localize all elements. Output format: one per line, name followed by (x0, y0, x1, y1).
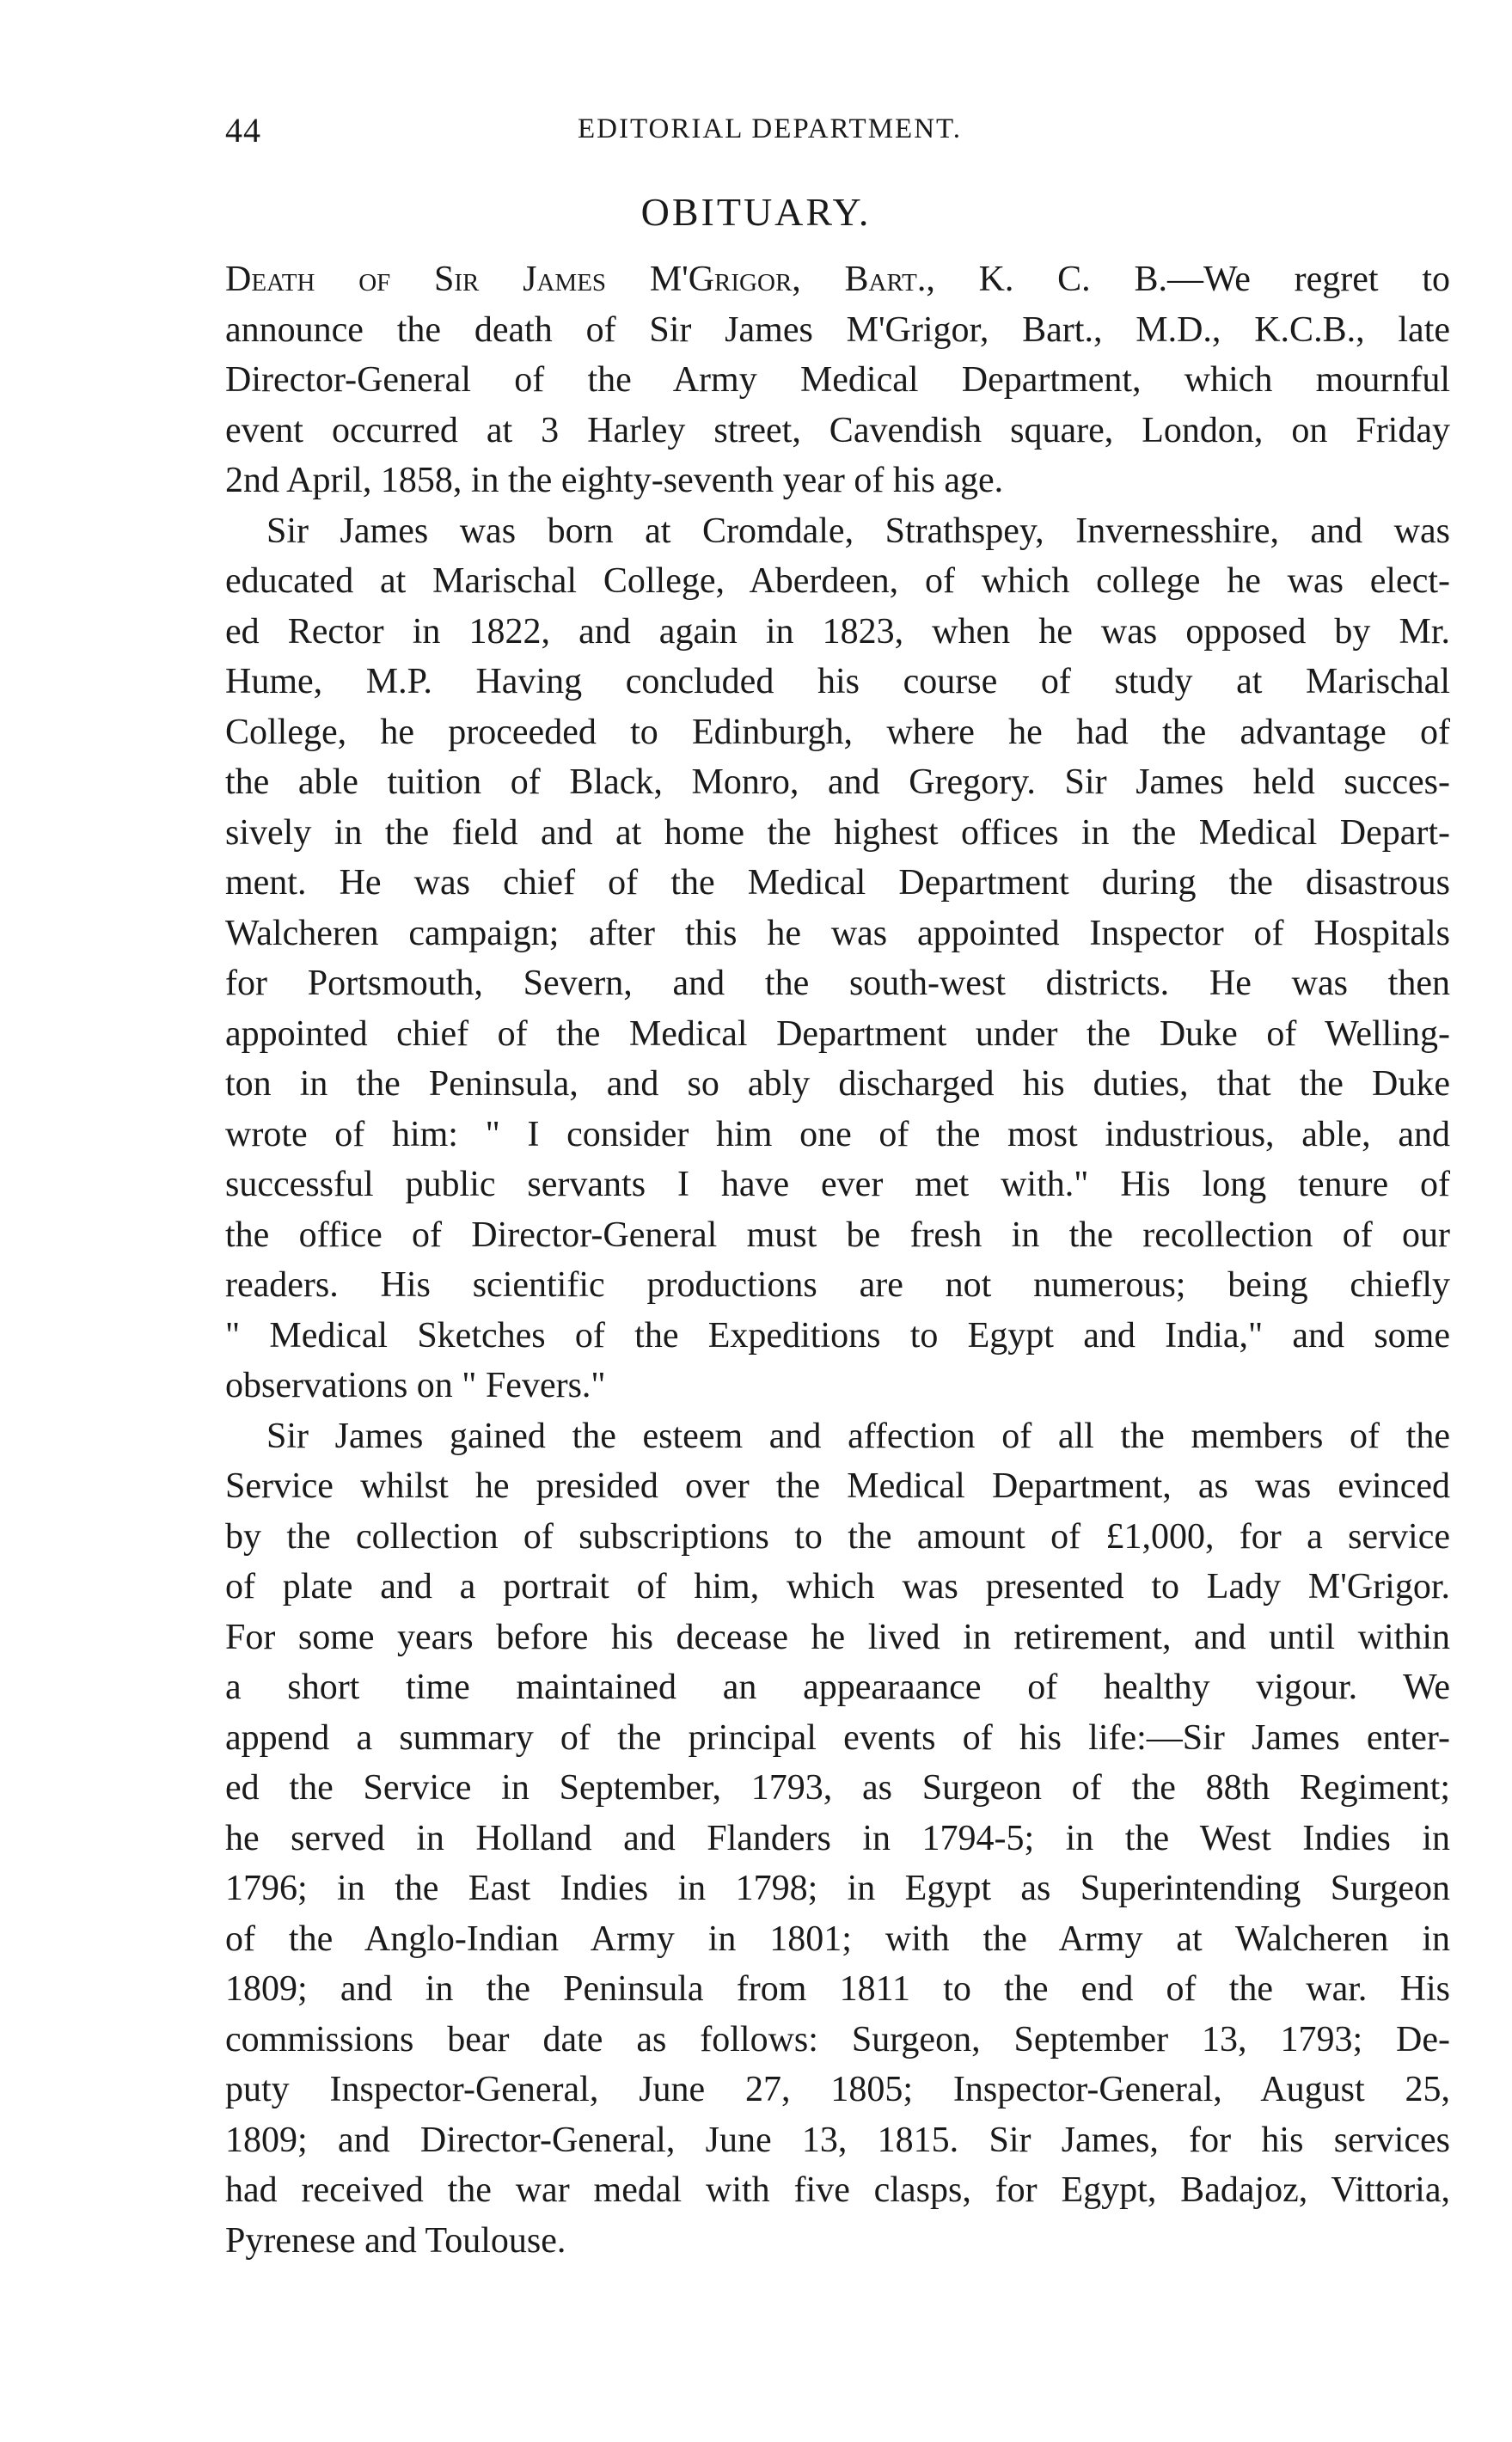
paragraph-1-line: announce the death of Sir James M'Grigor, Bart., M.D., K.C.B., late (225, 309, 1450, 350)
article-body (225, 254, 1450, 2266)
paragraph-3-line: ed the Service in September, 1793, as Surgeon of the 88th Regiment; (225, 1768, 1450, 1808)
page-number: 44 (225, 111, 261, 150)
paragraph-2-line: Sir James was born at Cromdale, Strathspey, Invernesshire, and was (266, 511, 1450, 551)
paragraph-2-line: for Portsmouth, Severn, and the south-west districts. He was then (225, 964, 1450, 1003)
paragraph-3-line: had received the war medal with five clasps, for Egypt, Badajoz, Vittoria, (225, 2170, 1450, 2210)
paragraph-2-line: educated at Marischal College, Aberdeen, of which college he was elect- (225, 561, 1450, 601)
paragraph-3-line: Pyrenese and Toulouse. (225, 2220, 566, 2261)
paragraph-2-line: wrote of him: " I consider him one of the most industrious, able, and (225, 1114, 1450, 1154)
paragraph-2-line: ed Rector in 1822, and again in 1823, when he was opposed by Mr. (225, 611, 1450, 652)
paragraph-3-line: commissions bear date as follows: Surgeon, September 13, 1793; De- (225, 2019, 1450, 2059)
paragraph-3-line: he served in Holland and Flanders in 1794-5; in the West Indies in (225, 1818, 1450, 1858)
paragraph-2-line: readers. His scientific productions are not numerous; being chiefly (225, 1265, 1450, 1305)
paragraph-3-line: a short time maintained an appearaance of healthy vigour. We (225, 1668, 1450, 1707)
paragraph-2-line: " Medical Sketches of the Expeditions to Egypt and India," and some (225, 1315, 1450, 1356)
paragraph-3-line: Service whilst he presided over the Medical Department, as was evinced (225, 1466, 1450, 1506)
paragraph-2-line: the office of Director-General must be fresh in the recollection of our (225, 1215, 1450, 1255)
lead-line (225, 254, 1450, 305)
paragraph-3-line: For some years before his decease he lived in retirement, and until within (225, 1617, 1450, 1657)
paragraph-2-line: ment. He was chief of the Medical Department during the disastrous (225, 863, 1450, 903)
paragraph-3-line: by the collection of subscriptions to the amount of £1,000, for a service (225, 1516, 1450, 1557)
running-title: EDITORIAL DEPARTMENT. (578, 113, 963, 144)
paragraph-3-line: 1809; and in the Peninsula from 1811 to the end of the war. His (225, 1969, 1450, 2009)
lead-heading: Death of Sir James M'Grigor, Bart., K. C. B. (225, 260, 1167, 299)
paragraph-1-line: Director-General of the Army Medical Department, which mournful (225, 360, 1450, 400)
paragraph-2-line: appointed chief of the Medical Department under the Duke of Welling- (225, 1013, 1450, 1054)
paragraph-2-line: ton in the Peninsula, and so ably discharged his duties, that the Duke (225, 1064, 1450, 1104)
paragraph-3-line: puty Inspector-General, June 27, 1805; Inspector-General, August 25, (225, 2070, 1450, 2109)
paragraph-2-line: observations on " Fevers." (225, 1366, 606, 1405)
paragraph-2-line: Hume, M.P. Having concluded his course of study at Marischal (225, 662, 1450, 701)
paragraph-3-line: 1796; in the East Indies in 1798; in Egypt as Superintending Surgeon (225, 1869, 1450, 1908)
paragraph-1-line: 2nd April, 1858, in the eighty-seventh year of his age. (225, 461, 1004, 500)
paragraph-2-line: the able tuition of Black, Monro, and Gregory. Sir James held succes- (225, 762, 1450, 802)
paragraph-2-line: College, he proceeded to Edinburgh, where he had the advantage of (225, 712, 1450, 752)
paragraph-3-line: Sir James gained the esteem and affection of all the members of the (266, 1416, 1450, 1456)
lead-text: —We regret to (1166, 260, 1450, 299)
paragraph-2-line: sively in the field and at home the highest offices in the Medical Depart- (225, 812, 1450, 853)
paragraph-2-line: Walcheren campaign; after this he was appointed Inspector of Hospitals (225, 913, 1450, 953)
running-header (225, 110, 1446, 162)
paragraph-3-line: 1809; and Director-General, June 13, 1815. Sir James, for his services (225, 2120, 1450, 2160)
paragraph-1-line: event occurred at 3 Harley street, Cavendish square, London, on Friday (225, 410, 1450, 450)
paragraph-3-line: of the Anglo-Indian Army in 1801; with the Army at Walcheren in (225, 1919, 1450, 1959)
paragraph-3-line: of plate and a portrait of him, which was presented to Lady M'Grigor. (225, 1567, 1450, 1607)
section-title: OBITUARY. (640, 190, 872, 234)
paragraph-2-line: successful public servants I have ever met with." His long tenure of (225, 1165, 1450, 1204)
paragraph-3-line: append a summary of the principal events of his life:—Sir James enter- (225, 1717, 1450, 1758)
